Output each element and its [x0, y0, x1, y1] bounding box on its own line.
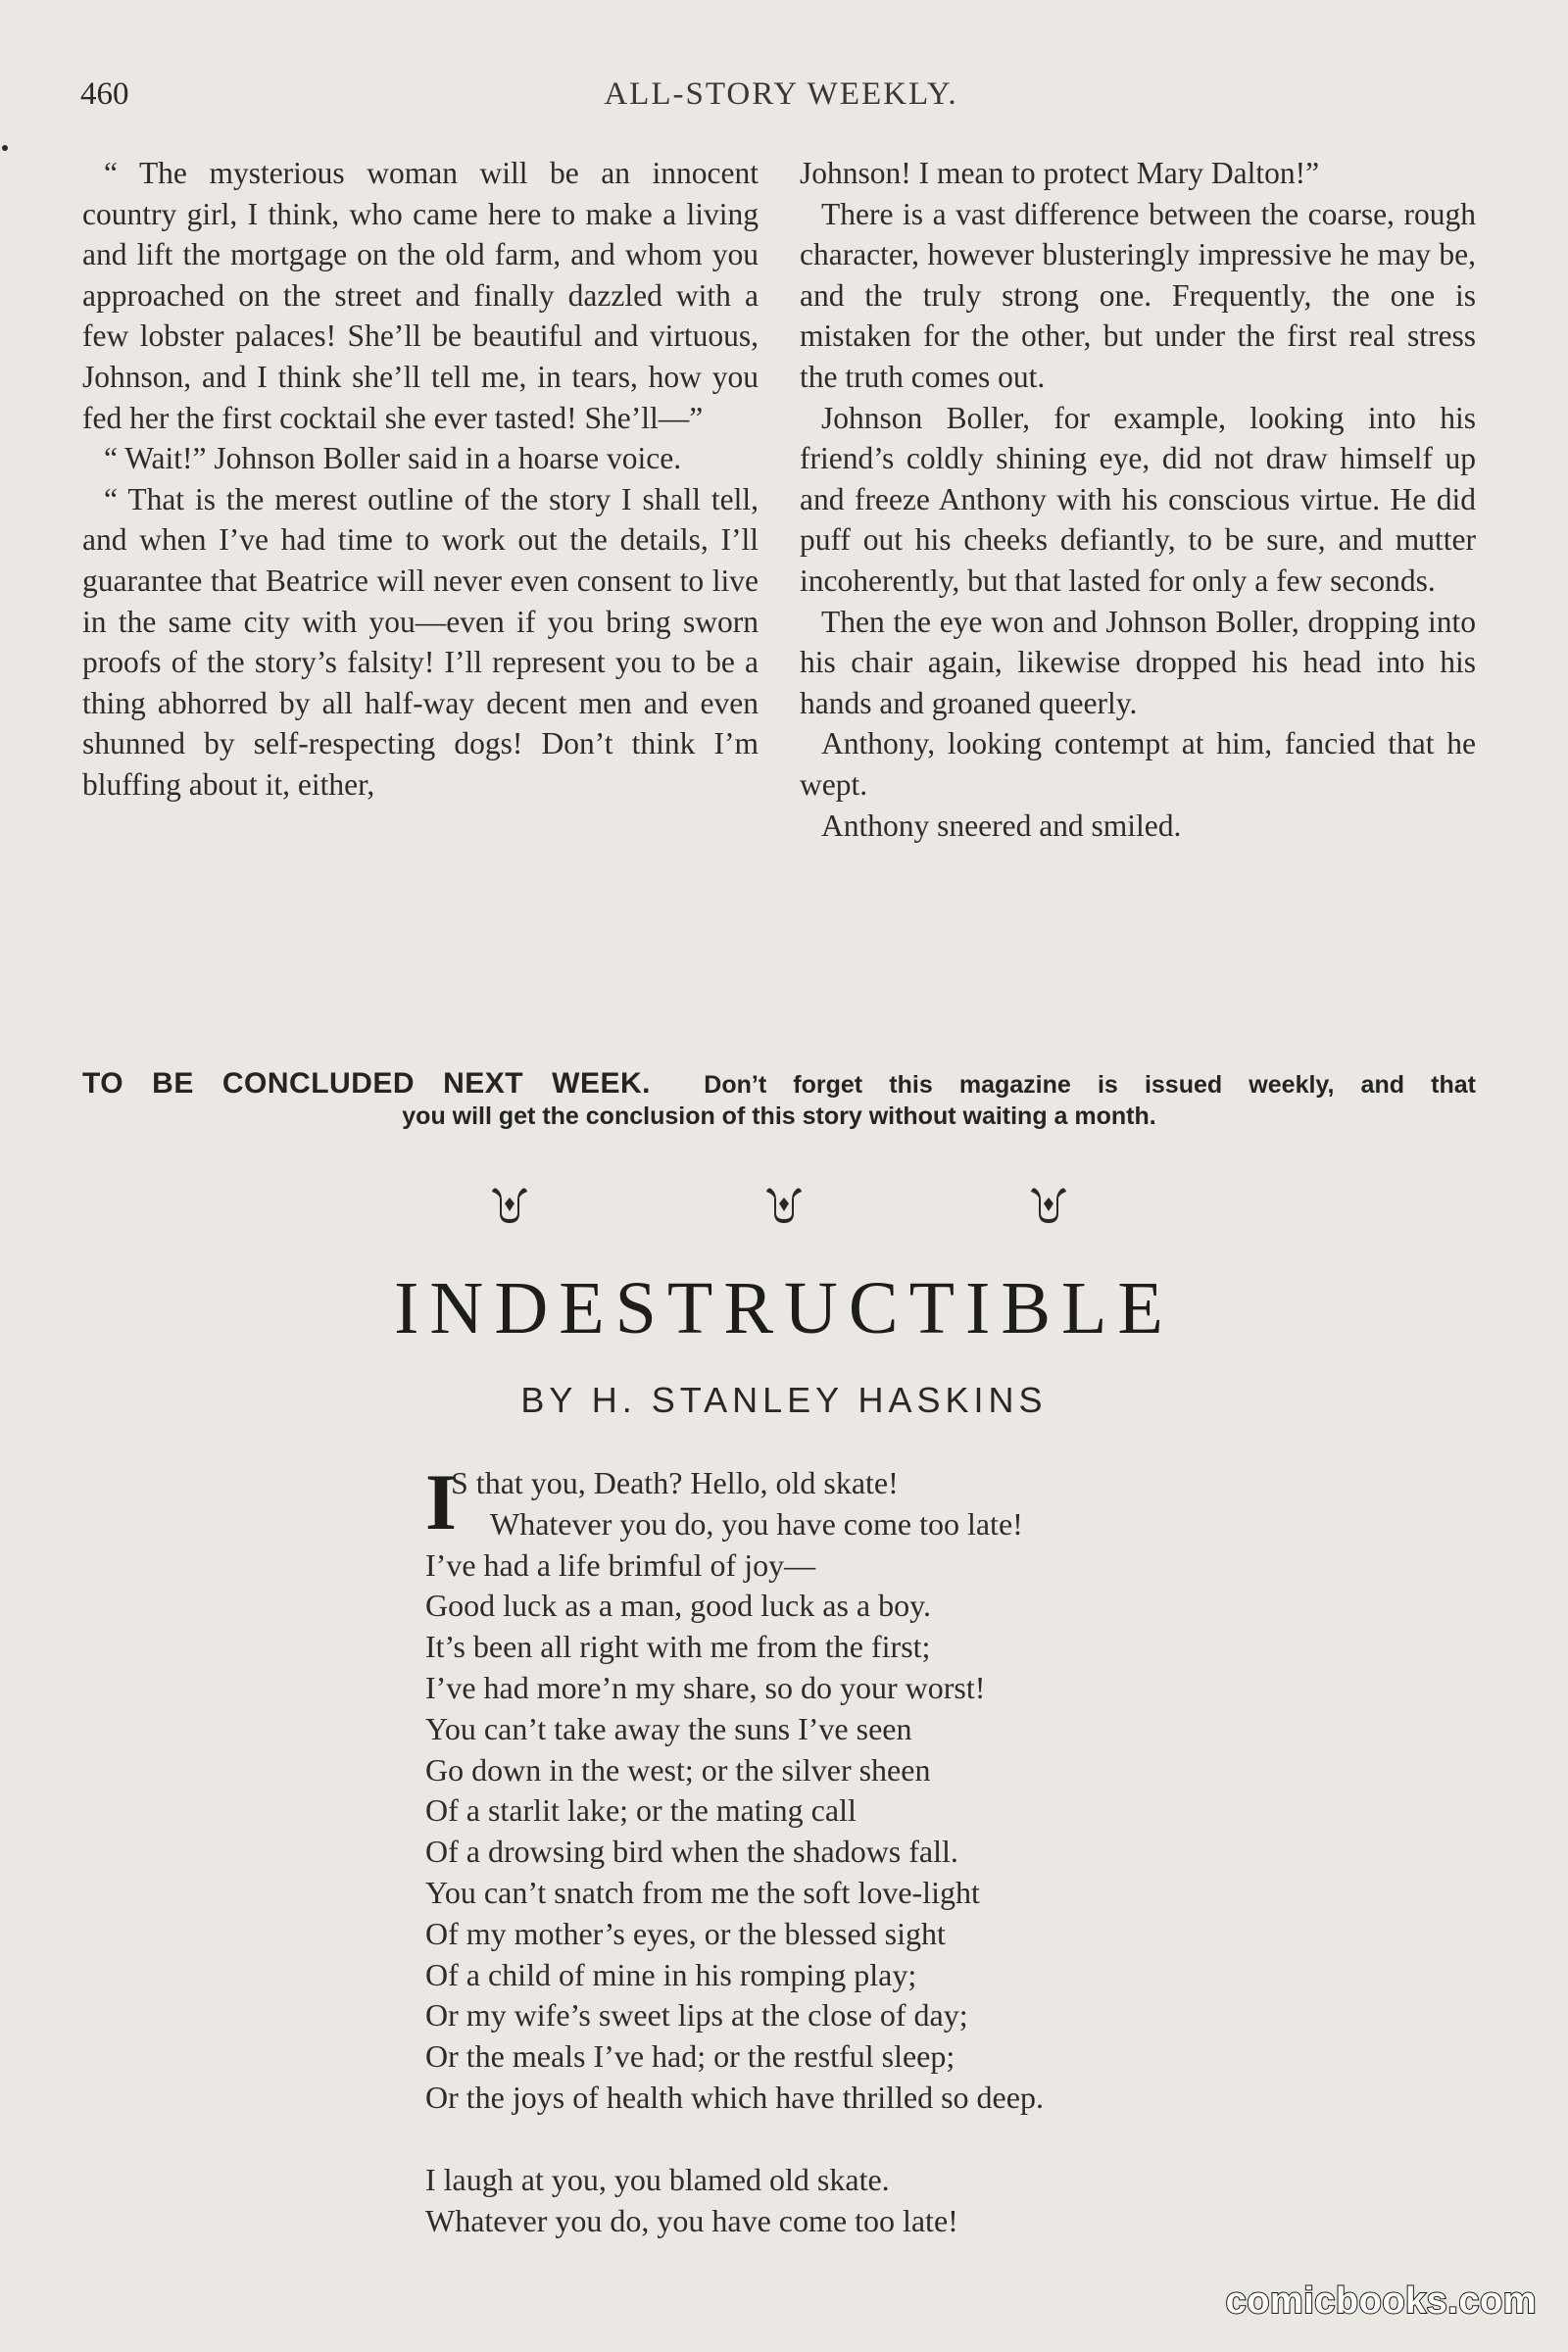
- running-head: ALL-STORY WEEKLY.: [604, 76, 958, 112]
- notice-lead: TO BE CONCLUDED NEXT WEEK.: [82, 1067, 651, 1100]
- poem-line: You can’t take away the suns I’ve seen: [425, 1710, 912, 1746]
- paragraph: Johnson! I mean to protect Mary Dalton!”: [800, 156, 1320, 190]
- poem-line-text: S that you, Death? Hello, old skate!: [451, 1465, 899, 1500]
- left-column: [82, 153, 759, 806]
- poem-body: [425, 1457, 1307, 2241]
- paragraph: Anthony, looking contempt at him, fancied that he wept.: [800, 726, 1476, 802]
- right-column: [800, 153, 1476, 846]
- poem-line: Go down in the west; or the silver sheen: [425, 1751, 931, 1788]
- fleuron-icon: [490, 1184, 529, 1227]
- ink-speck: [2, 145, 8, 151]
- paragraph: Anthony sneered and smiled.: [821, 808, 1182, 843]
- poem-line: Or the joys of health which have thrilled so deep.: [425, 2079, 1044, 2115]
- poem-line: You can’t snatch from me the soft love-light: [425, 1874, 980, 1910]
- notice-text: Don’t forget this magazine is issued weekly, and that: [704, 1071, 1476, 1099]
- fleuron-icon: [764, 1184, 804, 1227]
- paragraph: Then the eye won and Johnson Boller, dropping into his chair again, likewise dropped his head into his hands and groaned queerly.: [800, 604, 1476, 720]
- poem-line: Or my wife’s sweet lips at the close of day;: [425, 1997, 968, 2034]
- paragraph: There is a vast difference between the coarse, rough character, however blusteringly impressive he may be, and the truly strong one. Frequently, the one is mistaken for the other, but under the first real stress the truth comes out.: [800, 196, 1476, 394]
- paragraph: “ Wait!” Johnson Boller said in a hoarse voice.: [104, 441, 682, 476]
- poem-title: INDESTRUCTIBLE: [394, 1267, 1174, 1349]
- fleuron-icon: [1029, 1184, 1068, 1227]
- notice-line-2: you will get the conclusion of this story without waiting a month.: [402, 1102, 1156, 1130]
- paragraph: Johnson Boller, for example, looking into his friend’s coldly shining eye, did not draw himself up and freeze Anthony with his conscious virtue. He did puff out his cheeks defiantly, to be sure, and mutter incoherently, but that lasted for only a few seconds.: [800, 400, 1476, 598]
- poem-line: Of my mother’s eyes, or the blessed sight: [425, 1915, 946, 1951]
- page-header: [80, 76, 1482, 125]
- story-columns: [82, 153, 1474, 1054]
- poem-line: Of a drowsing bird when the shadows fall.: [425, 1834, 958, 1870]
- poem-line: It’s been all right with me from the first;: [425, 1629, 931, 1665]
- poem-line: I laugh at you, you blamed old skate.: [425, 2161, 890, 2197]
- page-number: 460: [80, 76, 129, 112]
- poem-line: Of a starlit lake; or the mating call: [425, 1792, 857, 1829]
- poem-stanza-1: [425, 1545, 1307, 2119]
- continuation-notice: [82, 1068, 1476, 1132]
- section-ornaments: [0, 1184, 1568, 1233]
- poem-line: Of a child of mine in his romping play;: [425, 1956, 917, 1992]
- poem-byline: BY H. STANLEY HASKINS: [520, 1380, 1048, 1420]
- poem-line: Good luck as a man, good luck as a boy.: [425, 1588, 932, 1624]
- poem-stanza-2: [425, 2160, 1307, 2242]
- poem-line: Whatever you do, you have come too late!: [490, 1505, 1023, 1542]
- drop-cap: I: [425, 1457, 457, 1546]
- poem-line: Or the meals I’ve had; or the restful sleep;: [425, 2038, 956, 2075]
- stanza-gap: [425, 2119, 1307, 2160]
- paragraph: “ That is the merest outline of the story I shall tell, and when I’ve had time to work out the details, I’ll guarantee that Beatrice will never even consent to live in the same city with you—even if you bring sworn proofs of the story’s falsity! I’ll represent you to be a thing abhorred by all half-way decent men and even shunned by self-respecting dogs! Don’t think I’m bluffing about it, either,: [82, 481, 759, 802]
- notice-line-1: [82, 1068, 1476, 1101]
- paragraph: “ The mysterious woman will be an innocent country girl, I think, who came here to make a living and lift the mortgage on the old farm, and whom you approached on the street and finally dazzled with a few lobster palaces! She’ll be beautiful and virtuous, Johnson, and I think she’ll tell me, in tears, how you fed her the first cocktail she ever tasted! She’ll—”: [82, 156, 759, 435]
- poem-line: I’ve had a life brimful of joy—: [425, 1546, 816, 1583]
- site-watermark: comicbooks.com: [1225, 2280, 1537, 2322]
- poem-line: I’ve had more’n my share, so do your worst!: [425, 1669, 986, 1705]
- poem-line: Whatever you do, you have come too late!: [425, 2202, 958, 2238]
